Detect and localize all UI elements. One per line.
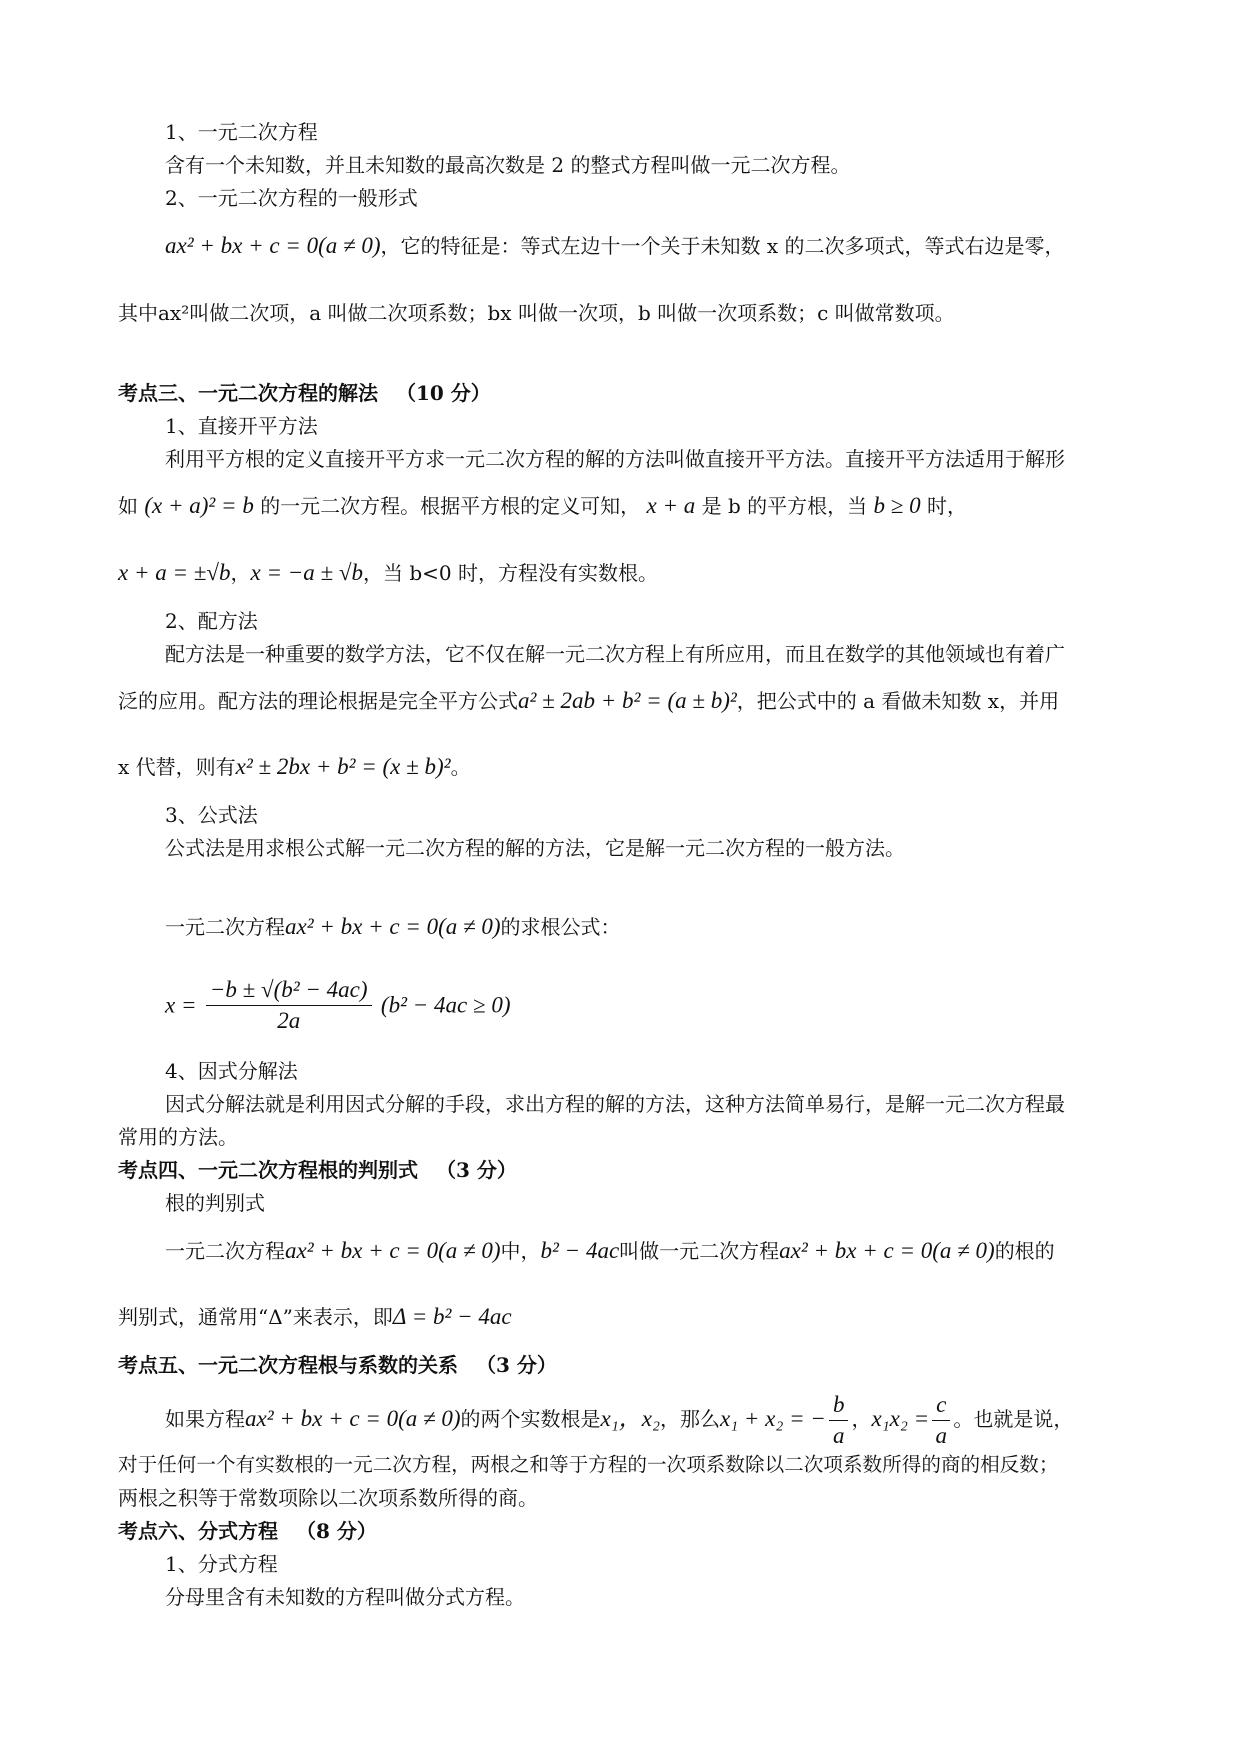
roots: x₁，x₂: [600, 1406, 660, 1431]
terms-text: 其中ax²叫做二次项，a 叫做二次项系数；bx 叫做一次项，b 叫做一次项系数；c 叫做常数项。: [118, 301, 955, 325]
vieta-para-2: 对于任何一个有实数根的一元二次方程，两根之和等于方程的一次项系数除以二次项系数所得的商的相反数；: [118, 1453, 1059, 1476]
method-1-para-2: 如 (x + a)² = b 的一元二次方程。根据平方根的定义可知， x + a 是 b 的平方根，当 b ≥ 0 时，: [118, 493, 968, 518]
method-4-title: 4、因式分解法: [165, 1059, 298, 1083]
method-1-title: 1、直接开平方法: [165, 414, 318, 438]
discriminant-para-2: 判别式，通常用“Δ”来表示，即Δ = b² − 4ac: [118, 1304, 512, 1329]
subheading-quadratic-equation: 1、一元二次方程: [165, 120, 318, 144]
method-1-solution: x + a = ±√b，x = −a ± √b，当 b<0 时，方程没有实数根。: [118, 560, 658, 585]
method-2-para-1: 配方法是一种重要的数学方法，它不仅在解一元二次方程上有所应用，而且在数学的其他领域也有着广: [165, 642, 1065, 666]
definition-text: 含有一个未知数，并且未知数的最高次数是 2 的整式方程叫做一元二次方程。: [165, 153, 851, 177]
section-heading-solving: [118, 380, 491, 406]
general-form-description: ，它的特征是：等式左边十一个关于未知数 x 的二次多项式，等式右边是零，: [380, 234, 1065, 258]
general-form-equation: ax² + bx + c = 0(a ≠ 0): [165, 233, 381, 258]
method-3-title: 3、公式法: [165, 803, 258, 827]
quadratic-formula: x = $\frac{\text{−b ± √(b² − 4ac)}}{2a}$ (b² − 4ac ≥ 0): [165, 975, 511, 1041]
subheading-general-form: 2、一元二次方程的一般形式: [165, 186, 418, 210]
quadratic-formula-fraction: [206, 975, 372, 1036]
fractional-definition: 分母里含有未知数的方程叫做分式方程。: [165, 1585, 525, 1609]
formula-numerator: −b ± √(b² − 4ac): [206, 975, 372, 1006]
solution-eq-2: x = −a ± √b: [250, 560, 363, 585]
section-heading-text: 考点三、一元二次方程的解法: [118, 381, 378, 405]
method-2-para-2: 泛的应用。配方法的理论根据是完全平方公式a² ± 2ab + b² = (a ± b)²，把公式中的 a 看做未知数 x，并用: [118, 688, 1060, 713]
perfect-square-formula: a² ± 2ab + b² = (a ± b)²: [518, 688, 737, 713]
product-fraction: $\frac{c}{a}$: [932, 1390, 950, 1451]
formula-denominator: 2a: [277, 1008, 301, 1033]
vieta-para-1: 如果方程ax² + bx + c = 0(a ≠ 0)的两个实数根是x₁，x₂，那么x₁ + x₂ = − $\frac{b}{a}$ ，x₁x₂ = $\frac{c}{a}$ 。也就是说，: [165, 1390, 1073, 1450]
formula-condition: (b² − 4ac ≥ 0): [380, 992, 511, 1018]
discriminant-expression: b² − 4ac: [540, 1238, 620, 1263]
section-heading-discriminant: 考点四、一元二次方程根的判别式 （3 分）: [118, 1158, 517, 1182]
section-heading-fractional: 考点六、分式方程 （8 分）: [118, 1519, 377, 1543]
vieta-para-3: 两根之积等于常数项除以二次项系数所得的商。: [118, 1486, 538, 1510]
section-score: （10 分）: [396, 381, 491, 405]
section-heading-vieta: 考点五、一元二次方程根与系数的关系 （3 分）: [118, 1353, 557, 1377]
discriminant-para-1: 一元二次方程ax² + bx + c = 0(a ≠ 0)中，b² − 4ac叫做一元二次方程ax² + bx + c = 0(a ≠ 0)的根的: [165, 1238, 1055, 1263]
fractional-title: 1、分式方程: [165, 1552, 278, 1576]
method-4-para-2: 常用的方法。: [118, 1125, 238, 1149]
method-1-equation: (x + a)² = b: [144, 493, 254, 518]
general-form-line: [165, 233, 1065, 259]
sum-fraction: $\frac{b}{a}$: [829, 1390, 849, 1451]
method-2-title: 2、配方法: [165, 609, 258, 633]
method-4-para-1: 因式分解法就是利用因式分解的手段，求出方程的解的方法，这种方法简单易行，是解一元二次方程最: [165, 1092, 1065, 1116]
method-3-para-1: 公式法是用求根公式解一元二次方程的解的方法，它是解一元二次方程的一般方法。: [165, 836, 905, 860]
discriminant-title: 根的判别式: [165, 1191, 265, 1215]
solution-eq-1: x + a = ±√b: [118, 560, 231, 585]
discriminant-definition: Δ = b² − 4ac: [392, 1304, 512, 1329]
method-3-para-2: 一元二次方程ax² + bx + c = 0(a ≠ 0)的求根公式：: [165, 914, 621, 939]
method-1-para-1: 利用平方根的定义直接开平方求一元二次方程的解的方法叫做直接开平方法。直接开平方法适用于解形: [165, 447, 1065, 471]
completing-square-eq: x² ± 2bx + b² = (x ± b)²: [235, 754, 451, 779]
method-2-para-3: x 代替，则有x² ± 2bx + b² = (x ± b)²。: [118, 754, 471, 779]
